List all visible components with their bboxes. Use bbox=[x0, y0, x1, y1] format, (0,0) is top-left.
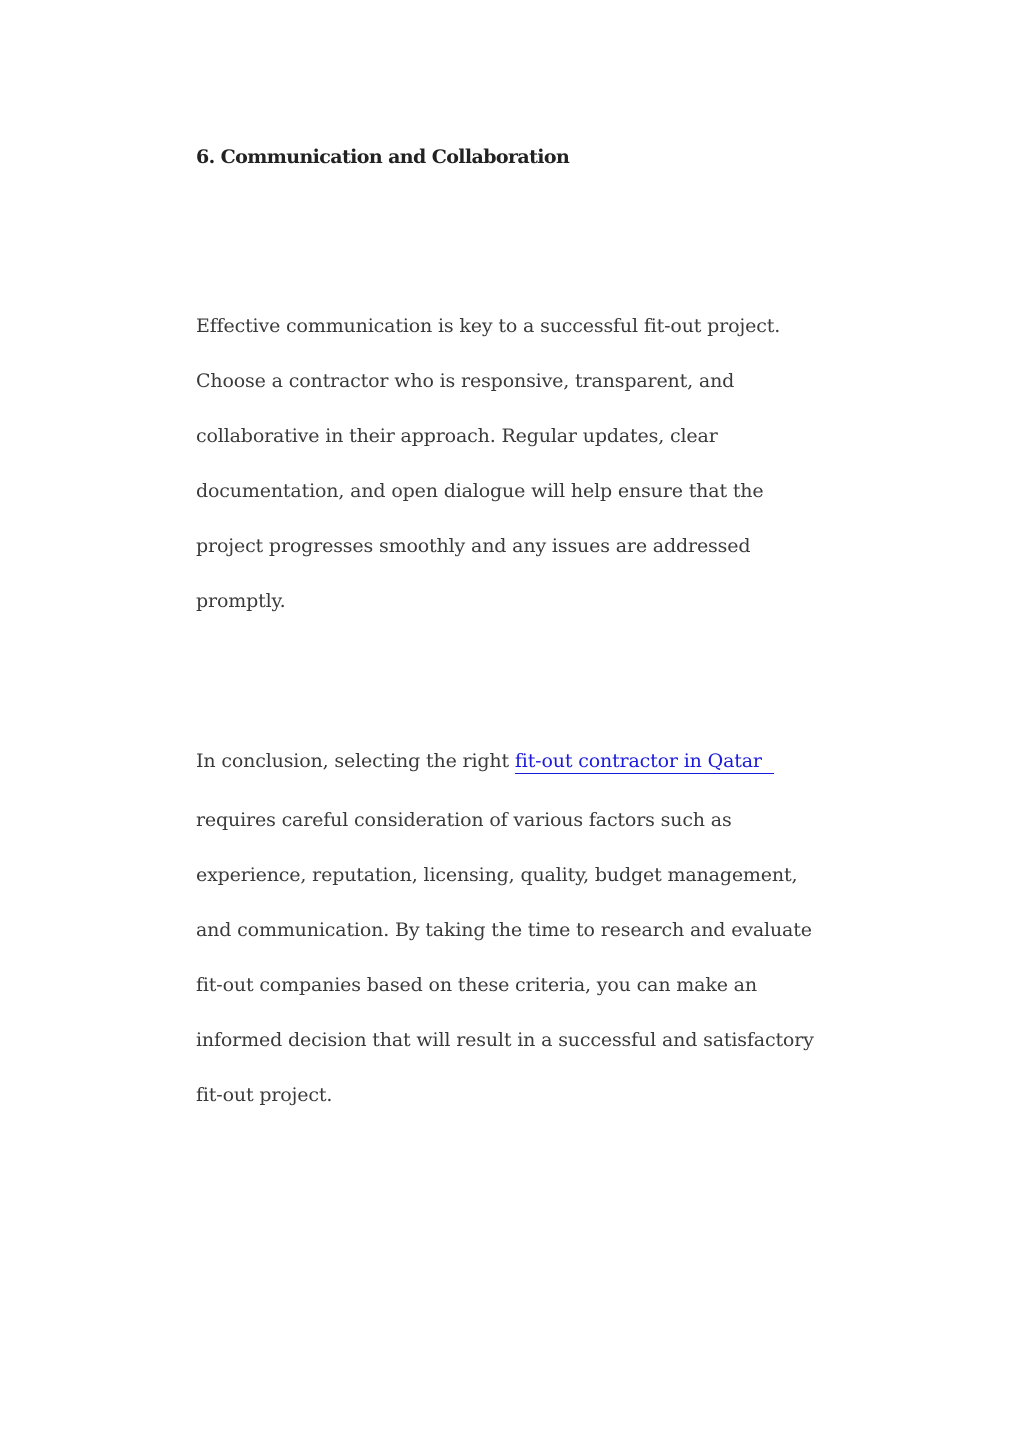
paragraph-line: documentation, and open dialogue will help ensure that the bbox=[196, 480, 764, 502]
paragraph-line: fit-out companies based on these criteria, you can make an bbox=[196, 974, 757, 996]
paragraph-line: collaborative in their approach. Regular updates, clear bbox=[196, 425, 718, 447]
paragraph-line: requires careful consideration of various factors such as bbox=[196, 809, 732, 831]
paragraph-line: Effective communication is key to a successful fit-out project. bbox=[196, 315, 781, 337]
paragraph-line: project progresses smoothly and any issues are addressed bbox=[196, 535, 751, 557]
paragraph-line-with-link bbox=[196, 749, 774, 773]
paragraph-line: experience, reputation, licensing, quality, budget management, bbox=[196, 864, 798, 886]
section-heading: 6. Communication and Collaboration bbox=[196, 146, 570, 168]
contractor-link[interactable]: fit-out contractor in Qatar bbox=[515, 750, 774, 774]
paragraph-line: Choose a contractor who is responsive, transparent, and bbox=[196, 370, 735, 392]
paragraph-line: fit-out project. bbox=[196, 1084, 333, 1106]
paragraph-line: promptly. bbox=[196, 590, 286, 612]
paragraph-line: and communication. By taking the time to research and evaluate bbox=[196, 919, 812, 941]
paragraph-text: In conclusion, selecting the right bbox=[196, 750, 515, 772]
paragraph-line: informed decision that will result in a successful and satisfactory bbox=[196, 1029, 814, 1051]
